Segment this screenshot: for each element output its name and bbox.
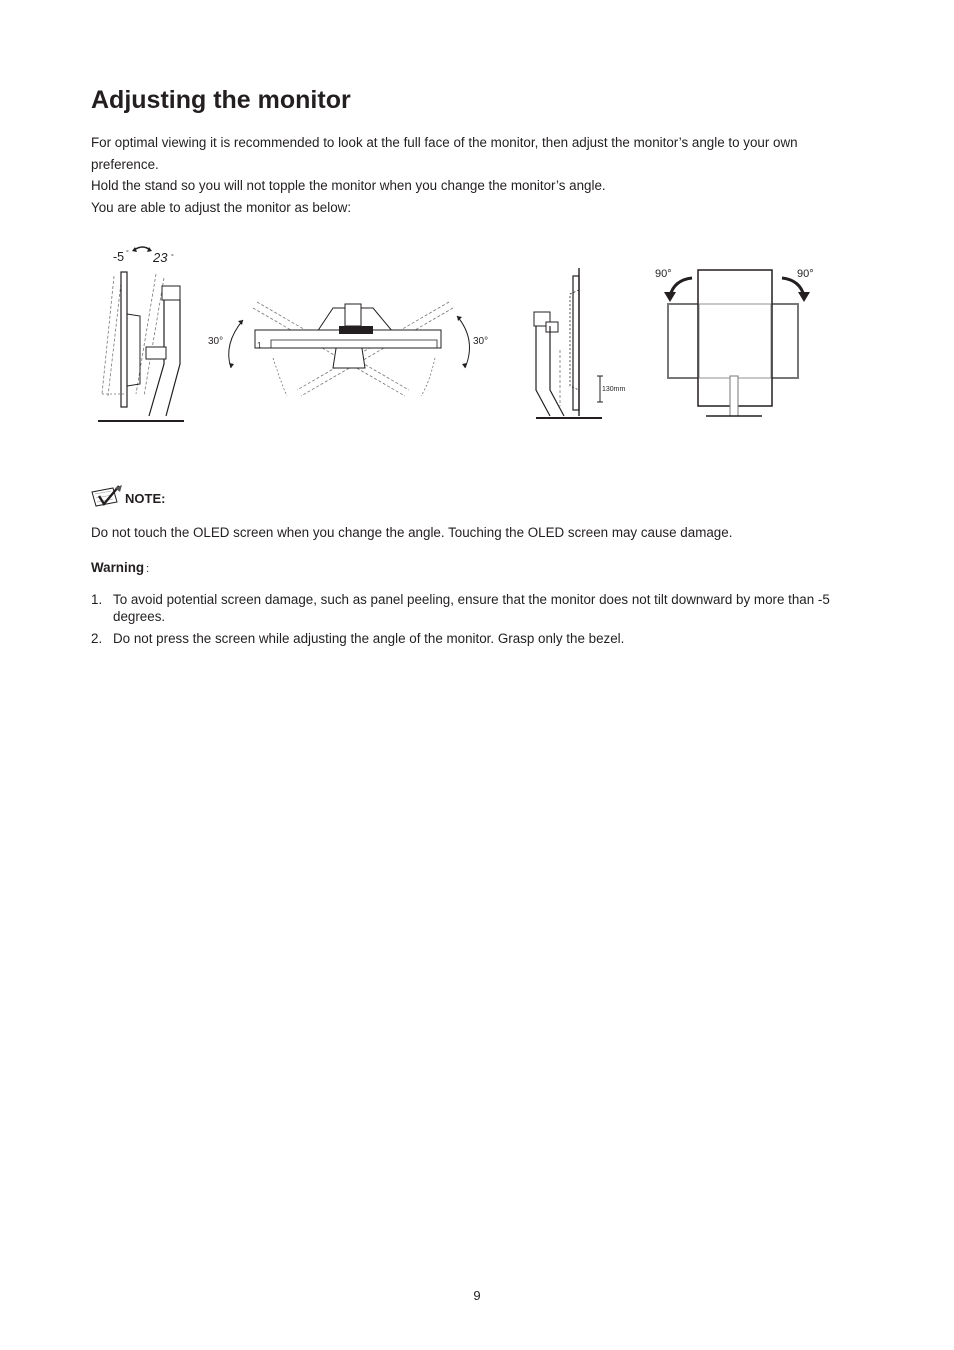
pivot-left-angle: 90° [655, 268, 672, 280]
page-title: Adjusting the monitor [91, 86, 351, 114]
swivel-right-arrow-icon [457, 316, 470, 368]
warning-item [91, 630, 851, 647]
tilt-down-value: -5 [113, 250, 125, 264]
note-text: Do not touch the OLED screen when you change the angle. Touching the OLED screen may cause damage. [91, 525, 733, 540]
tilt-up-value: 23 [153, 250, 168, 265]
swivel-left-arrow-icon [229, 320, 243, 368]
note-header [91, 484, 166, 512]
warning-item-text: To avoid potential screen damage, such as panel peeling, ensure that the monitor does not tilt downward by more than -5 degrees. [113, 592, 830, 624]
page-number: 9 [473, 1288, 481, 1303]
tilt-arrow-icon [134, 247, 150, 250]
warning-heading [91, 560, 149, 577]
swivel-left-angle: 30° [208, 336, 224, 347]
swivel-illustration [205, 296, 505, 400]
warning-label: Warning [91, 560, 145, 575]
note-label: NOTE: [125, 491, 166, 506]
note-pencil-icon [91, 484, 123, 510]
intro-paragraph-1: For optimal viewing it is recommended to look at the full face of the monitor, then adjust the monitor’s angle to your own preference. [91, 135, 798, 172]
warning-item-number: 2. [91, 631, 103, 646]
pivot-right-angle: 90° [797, 268, 814, 280]
tilt-down-degree: ° [126, 250, 129, 257]
intro-paragraph-3: You are able to adjust the monitor as below: [91, 200, 352, 215]
warning-item-text: Do not press the screen while adjusting the angle of the monitor. Grasp only the bezel. [113, 631, 625, 646]
tilt-up-degree: ° [171, 254, 174, 261]
warning-colon: : [146, 563, 150, 575]
warning-item-number: 1. [91, 592, 103, 607]
intro-paragraph-2: Hold the stand so you will not topple the monitor when you change the monitor’s angle. [91, 178, 606, 193]
pivot-illustration [652, 264, 822, 420]
warning-list [91, 591, 851, 652]
swivel-marker-label: 1 [257, 341, 262, 350]
tilt-illustration [94, 244, 204, 428]
height-illustration [530, 266, 640, 424]
swivel-right-angle: 30° [473, 336, 489, 347]
height-range-label: 130mm [602, 386, 626, 393]
warning-item [91, 591, 851, 625]
